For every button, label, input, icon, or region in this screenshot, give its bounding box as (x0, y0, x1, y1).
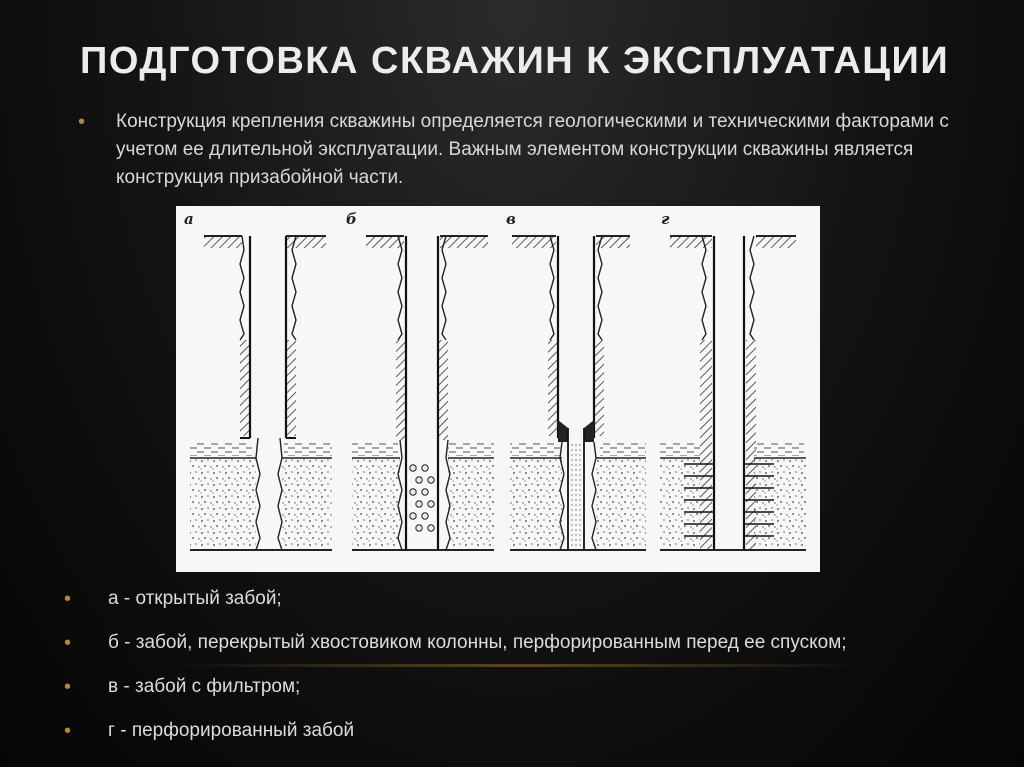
bullet-icon: • (64, 720, 72, 742)
legend-item-v (64, 672, 964, 716)
legend-text: б - забой, перекрытый хвостовиком колонны, перфорированным перед ее спуском; (108, 632, 847, 653)
legend-item-g (64, 716, 964, 760)
legend-list (64, 584, 964, 760)
decorative-divider (170, 664, 870, 667)
legend-item-a (64, 584, 964, 628)
panel-label-a: а (184, 210, 194, 228)
slide-title: ПОДГОТОВКА СКВАЖИН К ЭКСПЛУАТАЦИИ (80, 40, 950, 82)
legend-text: в - забой с фильтром; (108, 676, 301, 697)
panel-label-b: б (346, 210, 357, 228)
panel-g (660, 236, 806, 550)
panel-v (510, 236, 646, 550)
panel-label-v: в (506, 210, 516, 228)
bullet-icon: • (64, 588, 72, 610)
well-bottom-diagram (176, 206, 820, 572)
bullet-icon: • (64, 632, 72, 654)
bullet-icon: • (64, 676, 72, 698)
legend-text: г - перфорированный забой (108, 720, 355, 741)
legend-text: а - открытый забой; (108, 588, 282, 609)
panel-a (190, 236, 332, 550)
intro-paragraph (78, 108, 958, 192)
panel-b (352, 236, 494, 550)
intro-text: Конструкция крепления скважины определяется геологическими и техническими факторами с учетом ее длительной эксплуатации. Важным элементом конструкции скважины является конструкция призабойной части. (116, 111, 949, 188)
bullet-icon: • (78, 111, 86, 133)
panel-label-g: г (661, 210, 670, 228)
